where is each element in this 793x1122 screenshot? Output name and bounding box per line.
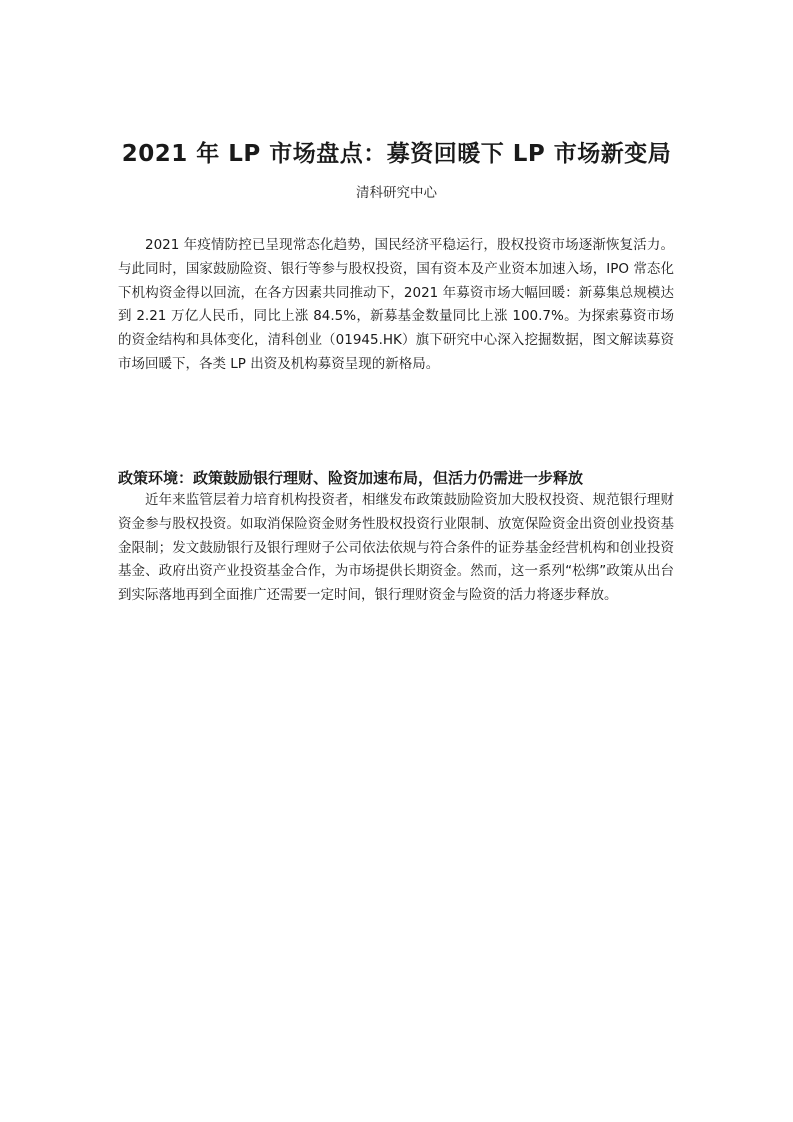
document-author: 清科研究中心 [356,185,437,201]
intro-paragraph: 2021 年疫情防控已呈现常态化趋势，国民经济平稳运行，股权投资市场逐渐恢复活力。与此同时，国家鼓励险资、银行等参与股权投资，国有资本及产业资本加速入场，IPO 常态化下机构资金得以回流，在各方因素共同推动下，2021 年募资市场大幅回暖：新募集总规模达到 2.21 万亿人民币，同比上涨 84.5%，新募基金数量同比上涨 100.7%。为探索募资市场的资金结构和具体变化，清科创业（01945.HK）旗下研究中心深入挖掘数据，图文解读募资市场回暖下，各类 LP 出资及机构募资呈现的新格局。 [118,237,674,372]
section-heading-policy: 政策环境：政策鼓励银行理财、险资加速布局，但活力仍需进一步释放 [118,469,584,488]
document-title: 2021 年 LP 市场盘点：募资回暖下 LP 市场新变局 [121,141,672,168]
policy-paragraph: 近年来监管层着力培育机构投资者，相继发布政策鼓励险资加大股权投资、规范银行理财资金参与股权投资。如取消保险资金财务性股权投资行业限制、放宽保险资金出资创业投资基金限制；发文鼓励银行及银行理财子公司依法依规与符合条件的证券基金经营机构和创业投资基金、政府出资产业投资基金合作，为市场提供长期资金。然而，这一系列“松绑”政策从出台到实际落地再到全面推广还需要一定时间，银行理财资金与险资的活力将逐步释放。 [118,492,674,604]
